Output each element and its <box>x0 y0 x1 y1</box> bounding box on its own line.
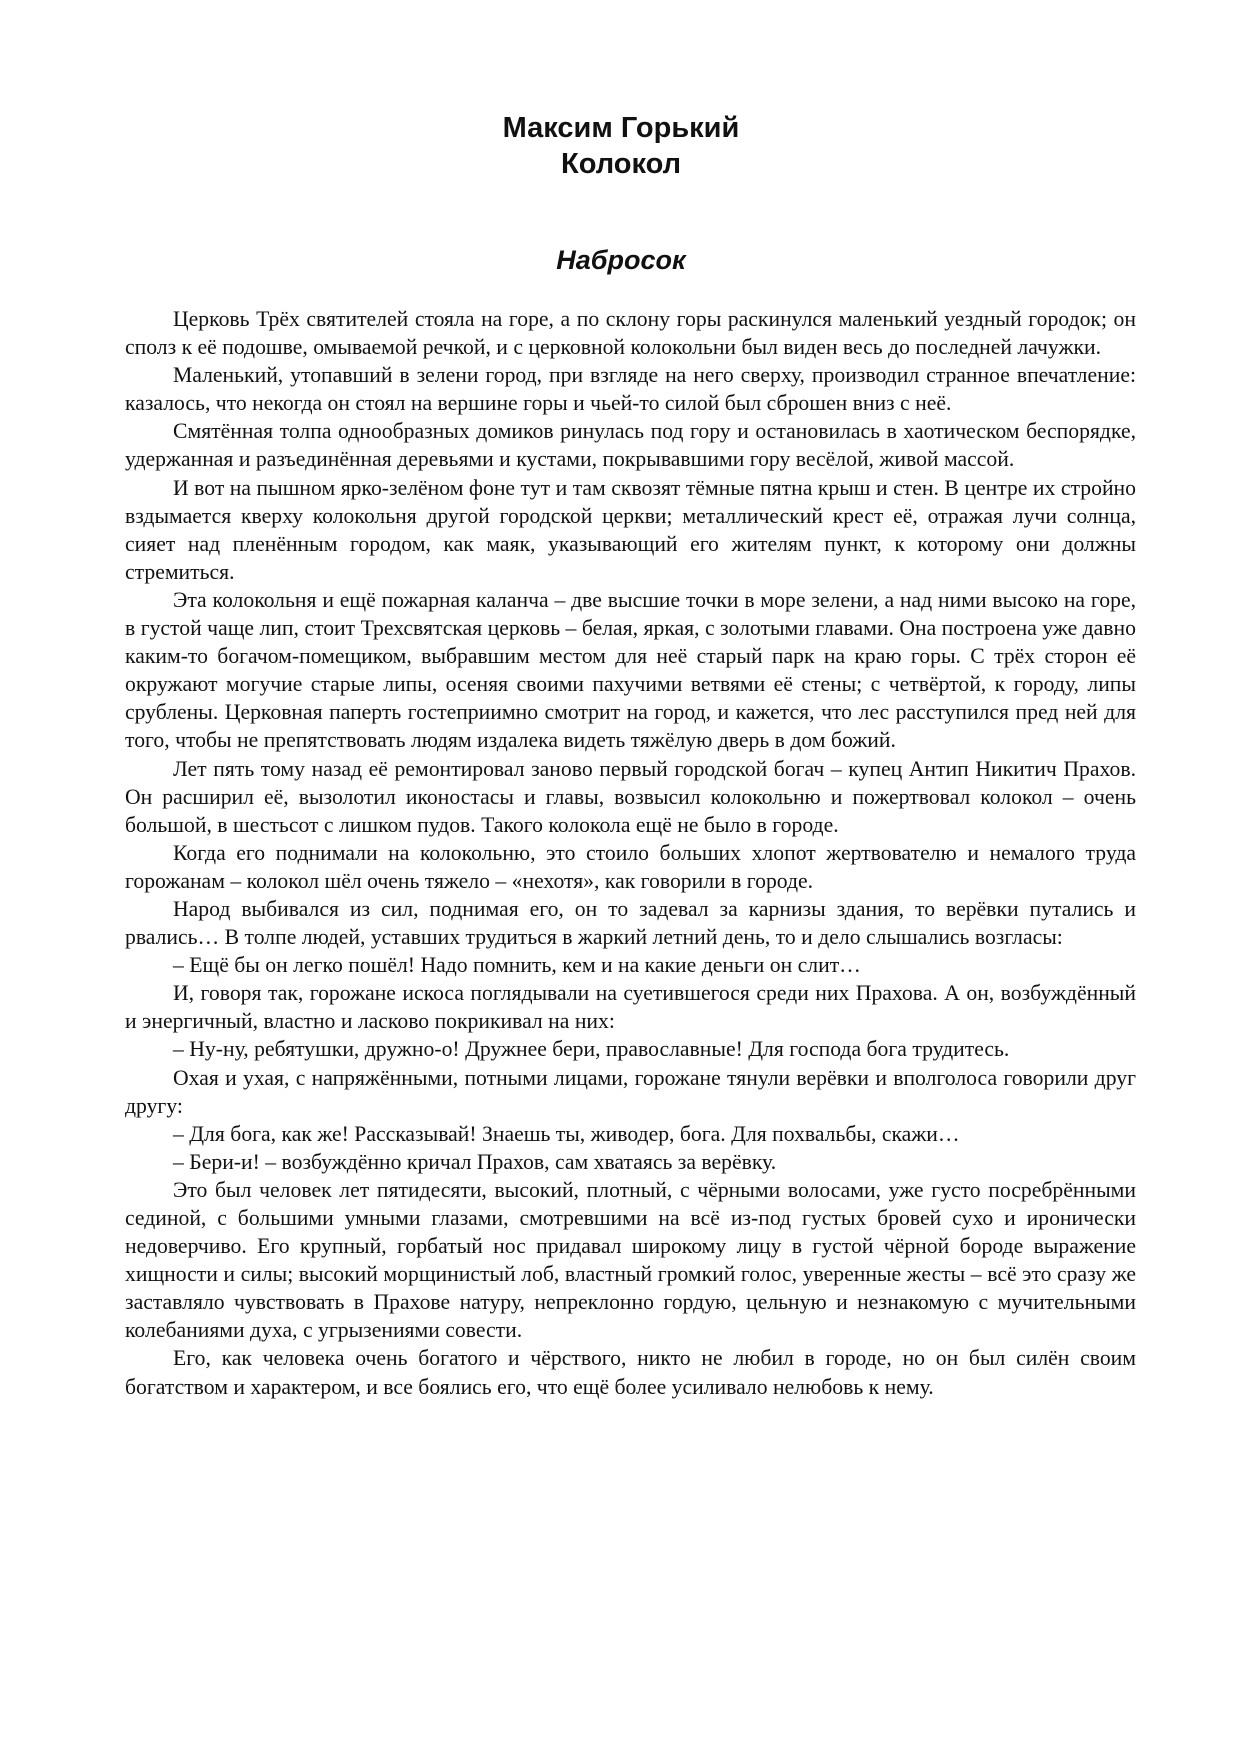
paragraph: Когда его поднимали на колокольню, это стоило больших хлопот жертвователю и немалого труда горожанам – колокол шёл очень тяжело – «нехотя», как говорили в городе. <box>125 840 1136 893</box>
paragraph: Его, как человека очень богатого и чёрствого, никто не любил в городе, но он был силён своим богатством и характером, и все боялись его, что ещё более усиливало нелюбовь к нему. <box>125 1346 1136 1399</box>
paragraph: Церковь Трёх святителей стояла на горе, а по склону горы раскинулся маленький уездный городок; он сполз к её подошве, омываемой речкой, и с церковной колокольни был виден весь до последней лачужки. <box>125 307 1136 360</box>
paragraph: Лет пять тому назад её ремонтировал заново первый городской богач – купец Антип Никитич Прахов. Он расширил её, вызолотил иконостасы и главы, возвысил колокольню и пожертвовал колокол – очень большой, в шестьсот с лишком пудов. Такого колокола ещё не было в городе. <box>125 756 1136 837</box>
body-text <box>125 305 1136 1401</box>
paragraph: Эта колокольня и ещё пожарная каланча – две высшие точки в море зелени, а над ними высоко на горе, в густой чаще лип, стоит Трехсвятская церковь – белая, яркая, с золотыми главами. Она построена уже давно каким-то богачом-помещиком, выбравшим местом для неё старый парк на краю горы. С трёх сторон её окружают могучие старые липы, осеняя своими пахучими ветвями её стены; с четвёртой, к городу, липы срублены. Церковная паперть гостеприимно смотрит на город, и кажется, что лес расступился пред ней для того, чтобы не препятствовать людям издалека видеть тяжёлую дверь в дом божий. <box>125 587 1136 753</box>
document-header <box>0 110 1242 182</box>
paragraph: И, говоря так, горожане искоса поглядывали на суетившегося среди них Прахова. А он, возбуждённый и энергичный, властно и ласково покрикивал на них: <box>125 981 1136 1034</box>
author-name: Максим Горький <box>502 112 740 144</box>
dialogue-line: – Для бога, как же! Рассказывай! Знаешь ты, живодер, бога. Для похвальбы, скажи… <box>173 1121 960 1146</box>
document-subtitle: Набросок <box>556 245 686 275</box>
paragraph: Народ выбивался из сил, поднимая его, он то задевал за карнизы здания, то верёвки путались и рвались… В толпе людей, уставших трудиться в жаркий летний день, то и дело слышались возгласы: <box>125 896 1136 950</box>
paragraph: Это был человек лет пятидесяти, высокий, плотный, с чёрными волосами, уже густо посребрёнными сединой, с большими умными глазами, смотревшими на всё из-под густых бровей сухо и иронически недоверчиво. Его крупный, горбатый нос придавал широкому лицу в густой чёрной бороде выражение хищности и силы; высокий морщинистый лоб, властный громкий голос, уверенные жесты – всё это сразу же заставляло чувствовать в Прахове натуру, непреклонно гордую, цельную и незнакомую с мучительными колебаниями духа, с угрызениями совести. <box>125 1177 1136 1343</box>
dialogue-line: – Ну-ну, ребятушки, дружно-о! Дружнее бери, православные! Для господа бога трудитесь. <box>173 1037 1010 1062</box>
dialogue-line: – Бери-и! – возбуждённо кричал Прахов, сам хватаясь за верёвку. <box>173 1149 777 1174</box>
document-title: Колокол <box>561 148 681 180</box>
paragraph: Смятённая толпа однообразных домиков ринулась под гору и остановилась в хаотическом беспорядке, удержанная и разъединённая деревьями и кустами, покрывавшими гору весёлой, живой массой. <box>125 419 1136 472</box>
paragraph: И вот на пышном ярко-зелёном фоне тут и там сквозят тёмные пятна крыш и стен. В центре их стройно вздымается кверху колокольня другой городской церкви; металлический крест её, отражая лучи солнца, сияет над пленённым городом, как маяк, указывающий его жителям пункт, к которому они должны стремиться. <box>125 475 1136 584</box>
dialogue-line: – Ещё бы он легко пошёл! Надо помнить, кем и на какие деньги он слит… <box>173 953 861 978</box>
paragraph: Маленький, утопавший в зелени город, при взгляде на него сверху, производил странное впечатление: казалось, что некогда он стоял на вершине горы и чьей-то силой был сброшен вниз с неё. <box>125 363 1136 416</box>
paragraph: Охая и ухая, с напряжёнными, потными лицами, горожане тянули верёвки и вполголоса говорили друг другу: <box>125 1065 1136 1118</box>
